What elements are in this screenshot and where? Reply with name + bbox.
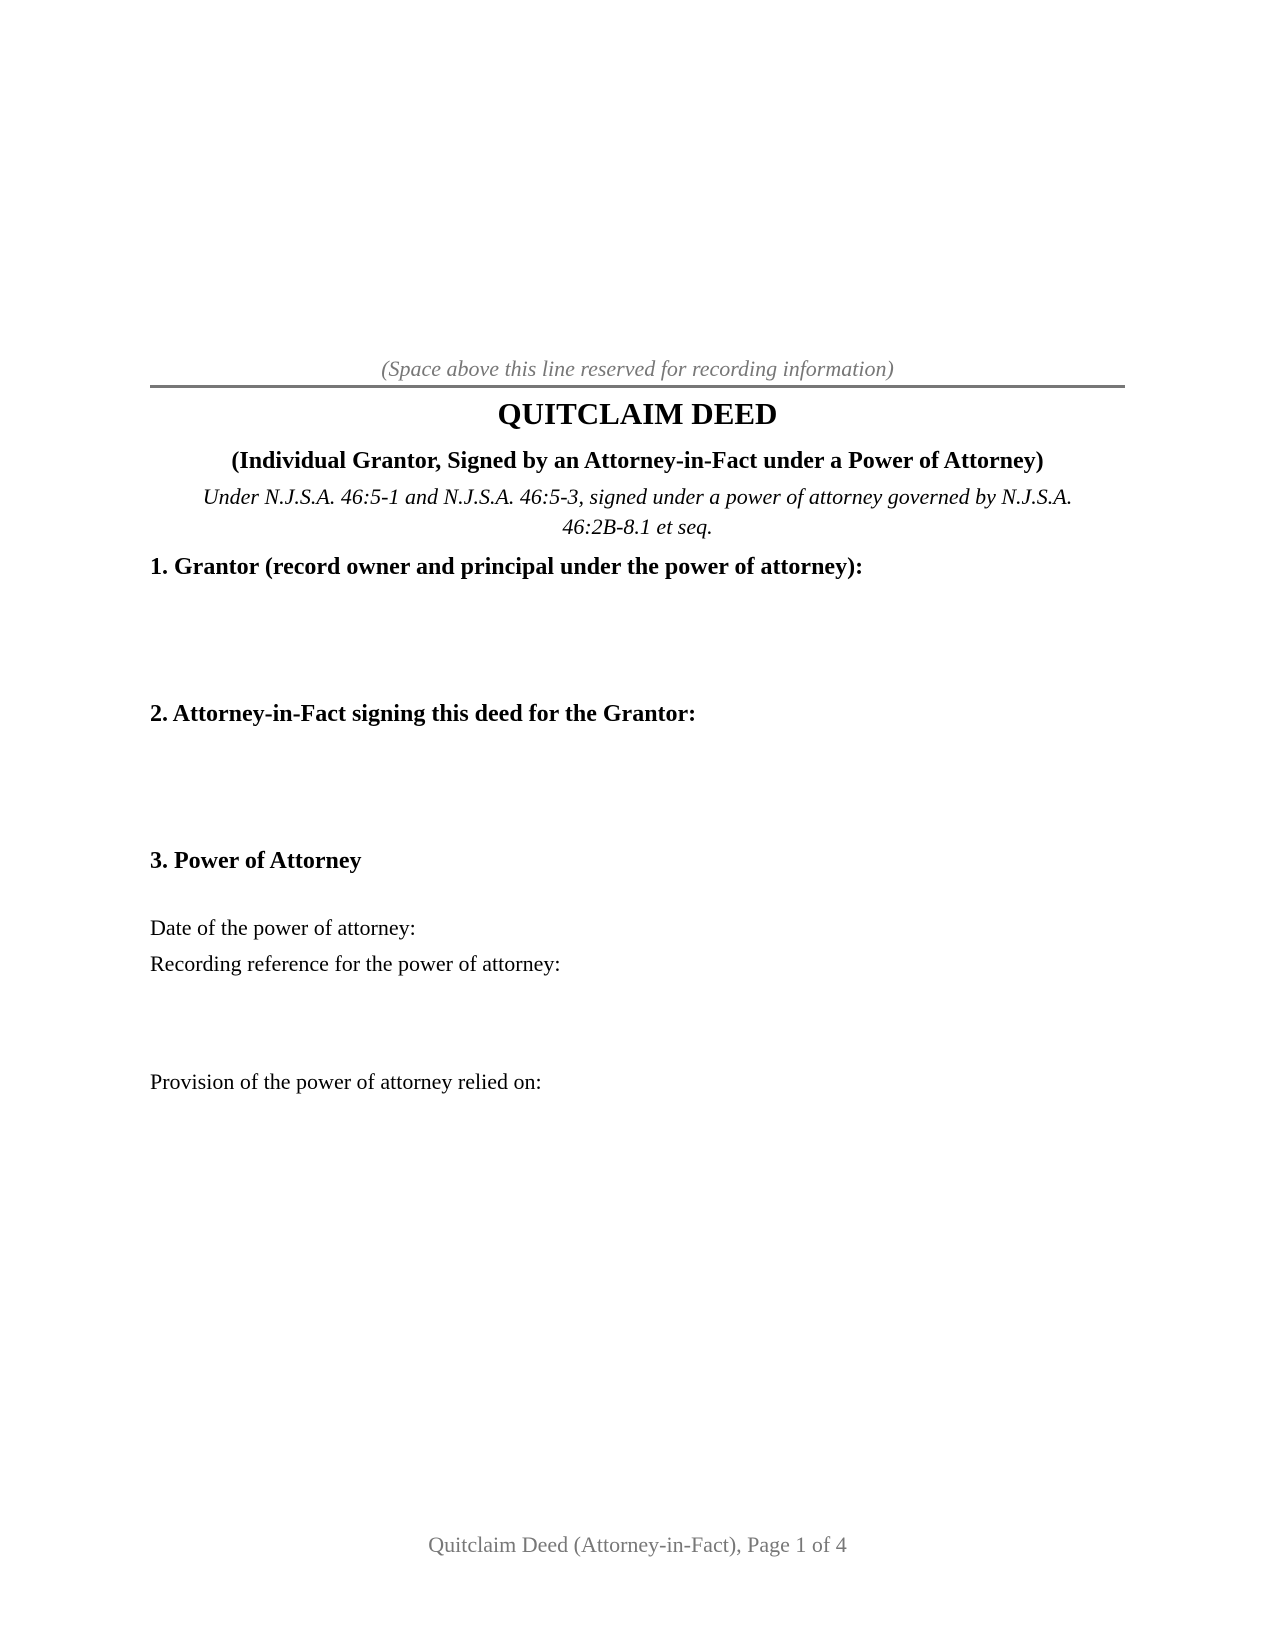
section-attorney-in-fact-heading: 2. Attorney-in-Fact signing this deed for the Grantor: <box>150 701 697 727</box>
section-grantor-heading: 1. Grantor (record owner and principal under the power of attorney): <box>150 554 864 580</box>
document-title: QUITCLAIM DEED <box>497 396 778 431</box>
poa-date-label: Date of the power of attorney: <box>150 915 416 940</box>
statute-reference: Under N.J.S.A. 46:5-1 and N.J.S.A. 46:5-3, signed under a power of attorney governed by N.J.S.A. 46:2B-8.1 et seq. <box>202 484 1073 539</box>
page-footer: Quitclaim Deed (Attorney-in-Fact), Page 1 of 4 <box>428 1532 847 1557</box>
section-power-of-attorney-heading: 3. Power of Attorney <box>150 848 362 874</box>
poa-recording-reference-label: Recording reference for the power of attorney: <box>150 951 561 976</box>
poa-provision-label: Provision of the power of attorney relied on: <box>150 1069 542 1094</box>
recording-reserved-line <box>150 385 1125 388</box>
document-subtitle: (Individual Grantor, Signed by an Attorney-in-Fact under a Power of Attorney) <box>231 448 1044 474</box>
recording-reserved-note: (Space above this line reserved for recording information) <box>381 356 894 381</box>
